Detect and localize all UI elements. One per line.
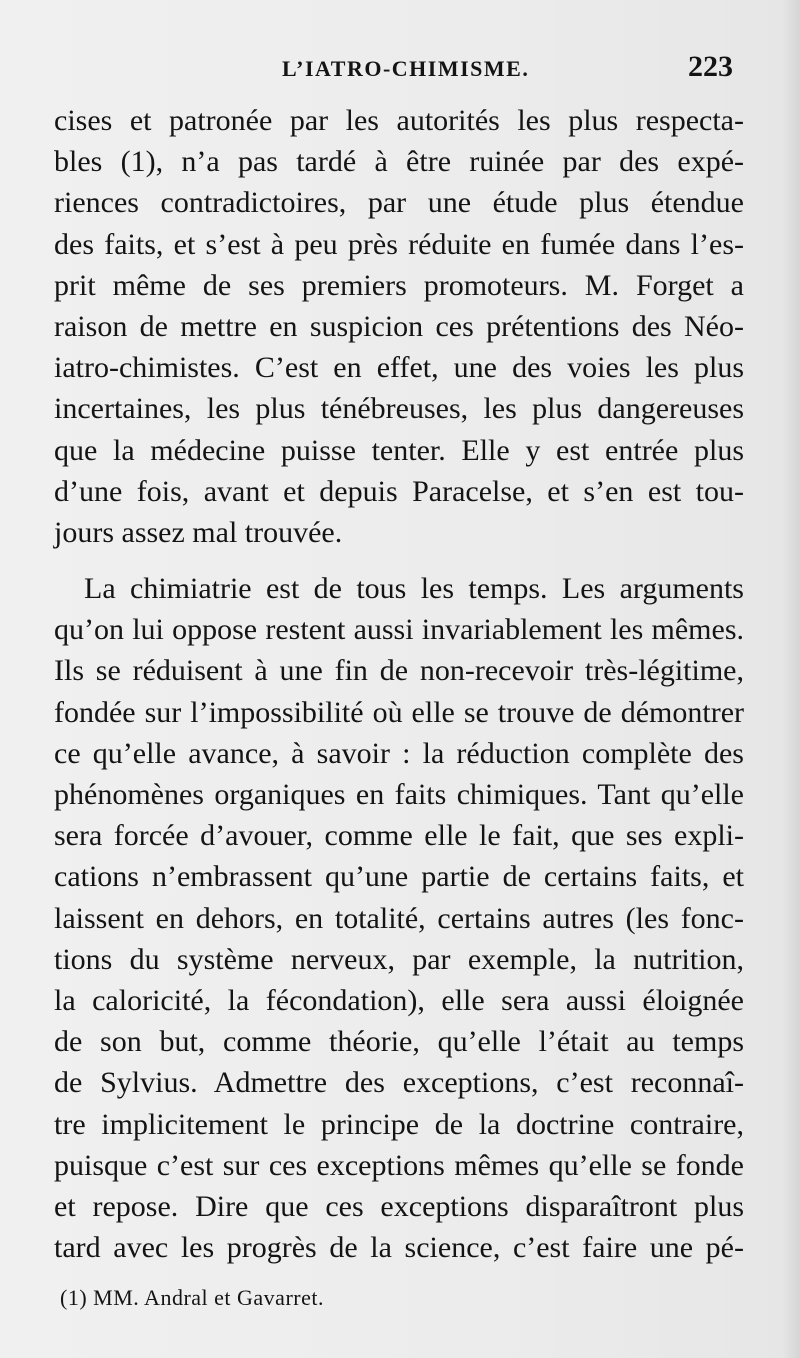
text-line: sera forcée d’avouer, comme elle le fait, que ses expli- xyxy=(54,819,744,853)
text-line: incertaines, les plus ténébreuses, les plus dangereuses xyxy=(54,392,744,426)
text-line: phénomènes organiques en faits chimiques. Tant qu’elle xyxy=(54,778,744,811)
footnote: (1) MM. Andral et Gavarret. xyxy=(60,1285,324,1310)
text-line: que la médecine puisse tenter. Elle y est entrée plus xyxy=(54,433,744,467)
paragraph-1 xyxy=(54,100,744,553)
text-line: de son but, comme théorie, qu’elle l’était au temps xyxy=(54,1025,744,1059)
text-line: cises et patronée par les autorités les plus respecta- xyxy=(54,104,744,137)
text-line: jours assez mal trouvée. xyxy=(54,515,343,549)
text-line: La chimiatrie est de tous les temps. Les arguments xyxy=(84,572,744,606)
text-line: iatro-chimistes. C’est en effet, une des voies les plus xyxy=(54,351,744,385)
text-line: cations n’embrassent qu’une partie de certains faits, et xyxy=(54,860,744,894)
text-line: de Sylvius. Admettre des exceptions, c’est reconnaî- xyxy=(54,1066,744,1100)
paragraph-gap xyxy=(54,553,744,568)
text-line: prit même de ses premiers promoteurs. M. Forget a xyxy=(54,268,744,302)
text-line: et repose. Dire que ces exceptions disparaîtront plus xyxy=(54,1189,744,1223)
text-line: laissent en dehors, en totalité, certains autres (les fonc- xyxy=(54,901,744,935)
text-line: Ils se réduisent à une fin de non-recevoir très-légitime, xyxy=(54,654,744,688)
text-line: riences contradictoires, par une étude plus étendue xyxy=(54,186,744,220)
page-header xyxy=(0,50,800,90)
page-number: 223 xyxy=(688,50,733,83)
paragraph-2 xyxy=(54,568,744,1268)
running-title: L’IATRO-CHIMISME. xyxy=(282,56,530,81)
body-text xyxy=(54,100,744,1268)
text-line: raison de mettre en suspicion ces prétentions des Néo- xyxy=(54,309,744,343)
text-line: tions du système nerveux, par exemple, la nutrition, xyxy=(54,942,744,976)
text-line: bles (1), n’a pas tardé à être ruinée par des expé- xyxy=(54,145,744,179)
text-line: fondée sur l’impossibilité où elle se trouve de démontrer xyxy=(54,695,744,729)
text-line: tard avec les progrès de la science, c’est faire une pé- xyxy=(54,1231,744,1265)
text-line: des faits, et s’est à peu près réduite en fumée dans l’es- xyxy=(54,227,744,261)
text-line: la caloricité, la fécondation), elle sera aussi éloignée xyxy=(54,983,744,1017)
text-line: tre implicitement le principe de la doctrine contraire, xyxy=(54,1107,744,1141)
text-line: ce qu’elle avance, à savoir : la réduction complète des xyxy=(54,736,744,770)
text-line: qu’on lui oppose restent aussi invariablement les mêmes. xyxy=(54,613,744,647)
text-line: d’une fois, avant et depuis Paracelse, et s’en est tou- xyxy=(54,474,744,508)
text-line: puisque c’est sur ces exceptions mêmes qu’elle se fonde xyxy=(54,1148,744,1182)
page-edge-shadow xyxy=(782,0,800,1358)
